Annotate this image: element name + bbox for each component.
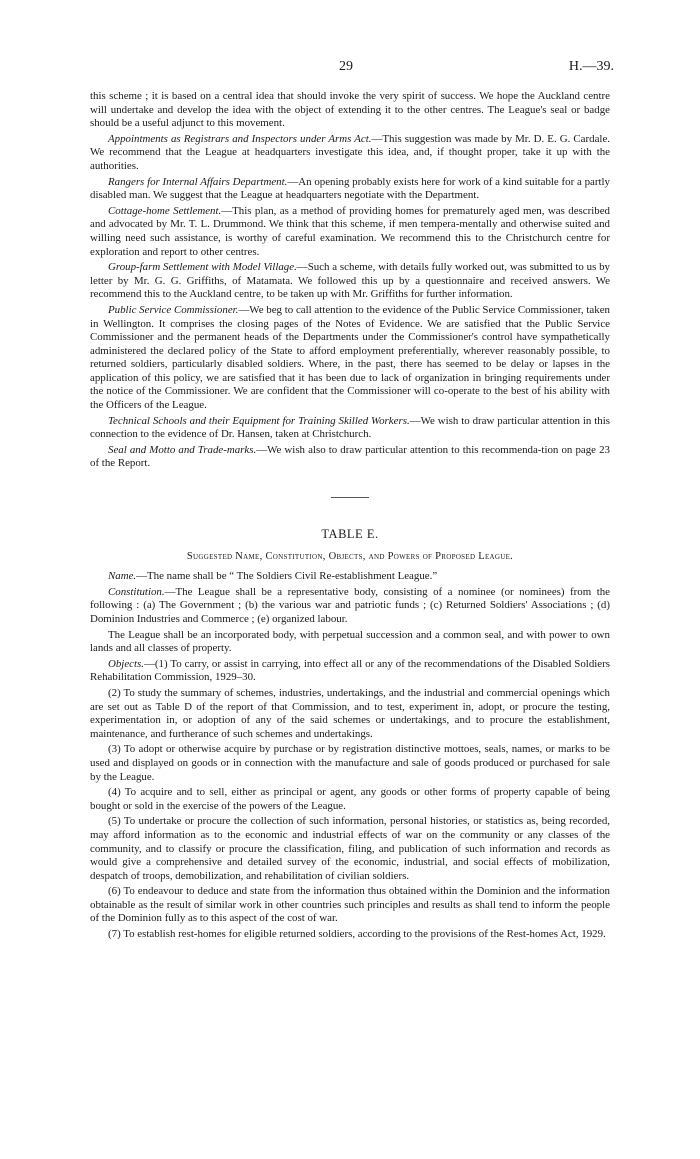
paragraph: Rangers for Internal Affairs Department.—An opening probably exists here for work of a kind suitable for a partly disabled man. We suggest that the League at headquarters negotiate with the Department. [90,175,610,202]
paragraph: Constitution.—The League shall be a representative body, consisting of a nominee (or nominees) from the following : (a) The Government ; (b) the various war and patriotic funds ; (c) Returned Soldiers' Associations ; (d) Dominion Industries and Commerce ; (e) organized labour. [90,585,610,625]
paragraph: (3) To adopt or otherwise acquire by purchase or by registration distinctive mottoes, seals, names, or marks to be used and displayed on goods or in connection with the manufacture and sale of goods produced or purchased for sale by the League. [90,743,610,783]
paragraph-heading: Cottage-home Settlement. [108,204,222,217]
table-subtitle: Suggested Name, Constitution, Objects, and Powers of Proposed League. [186,550,514,562]
section-divider [331,497,369,498]
paragraph-heading: Rangers for Internal Affairs Department. [108,175,288,188]
body-text [90,90,610,944]
paragraph: Group-farm Settlement with Model Village.—Such a scheme, with details fully worked out, was submitted to us by letter by Mr. G. G. Griffiths, of Matamata. We followed this up by a questionnaire and received answers. We recommend this to the Auckland centre, to be taken up with Mr. Griffiths for further information. [90,261,611,301]
paragraph: (6) To endeavour to deduce and state from the information thus obtained within the Dominion and the information obtainable as the result of similar work in other countries such principles and results as shall tend to inform the people of the Dominion fully as to this aspect of the cost of war. [90,885,610,925]
paragraph: (2) To study the summary of schemes, industries, undertakings, and the industrial and commercial openings which are set out as Table D of the report of that Commission, and to test, experiment in, adopt, or procure the testing, experimentation in, or adoption of any of the said schemes or undertakings, and to procure the establishment, maintenance, and furtherance of such schemes and undertakings. [90,686,610,740]
paragraph-heading: Objects. [108,657,144,670]
paragraph-heading: Technical Schools and their Equipment for Training Skilled Workers. [108,414,410,427]
paragraph: Name.—The name shall be “ The Soldiers Civil Re-establishment League.” [108,570,438,583]
paragraph-heading: Name. [108,570,137,583]
paragraph-heading: Seal and Motto and Trade-marks. [108,443,257,456]
document-reference: H.—39. [568,59,614,74]
paragraph: Cottage-home Settlement.—This plan, as a method of providing homes for prematurely aged men, was described and advocated by Mr. T. L. Drummond. We think that this scheme, if men tempera-mentally and otherwise suited and willing need such assistance, is worthy of careful examination. We recommend this to the Christchurch centre for exploration and report to other centres. [90,204,610,258]
paragraph: Seal and Motto and Trade-marks.—We wish also to draw particular attention to this recommenda-tion on page 23 of the Report. [90,443,610,470]
page-header [0,60,700,78]
paragraph: The League shall be an incorporated body, with perpetual succession and a common seal, and with power to own lands and all classes of property. [90,628,610,655]
paragraph: Public Service Commissioner.—We beg to call attention to the evidence of the Public Service Commissioner, taken in Wellington. It comprises the closing pages of the Notes of Evidence. We are satisfied that the Public Service Commissioner and the permanent heads of the Departments under the Commissioner's control have sympathetically administered the declared policy of the State to afford employment preferentially, wherever reasonably possible, to returned soldiers, particularly disabled soldiers. Where, in the past, there has seemed to be delay or lapses in the application of this policy, we are satisfied that it has been due to lack of organization in bringing requirements under the notice of the Commissioner. We are confident that the Commissioner will co-operate to the best of his ability with the Officers of the League. [90,303,610,412]
paragraph: this scheme ; it is based on a central idea that should invoke the very spirit of success. We hope the Auckland centre will undertake and develop the idea with the object of extending it to the other centres. The League's seal or badge should be a useful adjunct to this movement. [90,90,610,130]
paragraph: Objects.—(1) To carry, or assist in carrying, into effect all or any of the recommendations of the Disabled Soldiers Rehabilitation Commission, 1929–30. [90,657,610,684]
paragraph: Technical Schools and their Equipment for Training Skilled Workers.—We wish to draw particular attention in this connection to the evidence of Dr. Hansen, taken at Christchurch. [90,414,611,441]
paragraph: (5) To undertake or procure the collection of such information, personal histories, or statistics as, being recorded, may afford information as to the economic and industrial effects of war on the community or any classes of the community, and to classify or procure the classification, filing, and publication of such information and records as would give a comprehensive and detailed survey of the economic, industrial, and social effects of mobilization, despatch of troops, demobilization, and rehabilitation of civilian soldiers. [90,815,610,882]
paragraph-heading: Appointments as Registrars and Inspectors under Arms Act. [108,132,372,145]
paragraph-heading: Public Service Commissioner. [108,303,239,316]
paragraph-heading: Group-farm Settlement with Model Village. [108,261,297,274]
table-e-section [90,528,610,942]
recommendations-section [90,90,610,471]
page-number: 29 [339,59,353,74]
paragraph: (7) To establish rest-homes for eligible returned soldiers, according to the provisions of the Rest-homes Act, 1929. [108,928,606,941]
paragraph-heading: Constitution. [108,585,165,598]
paragraph: (4) To acquire and to sell, either as principal or agent, any goods or other forms of property capable of being bought or sold in the exercise of the powers of the League. [90,786,610,812]
paragraph: Appointments as Registrars and Inspectors under Arms Act.—This suggestion was made by Mr. D. E. G. Cardale. We recommend that the League at headquarters investigate this idea, and, if thought proper, take it up with the authorities. [90,132,611,172]
table-title: TABLE E. [321,527,379,542]
